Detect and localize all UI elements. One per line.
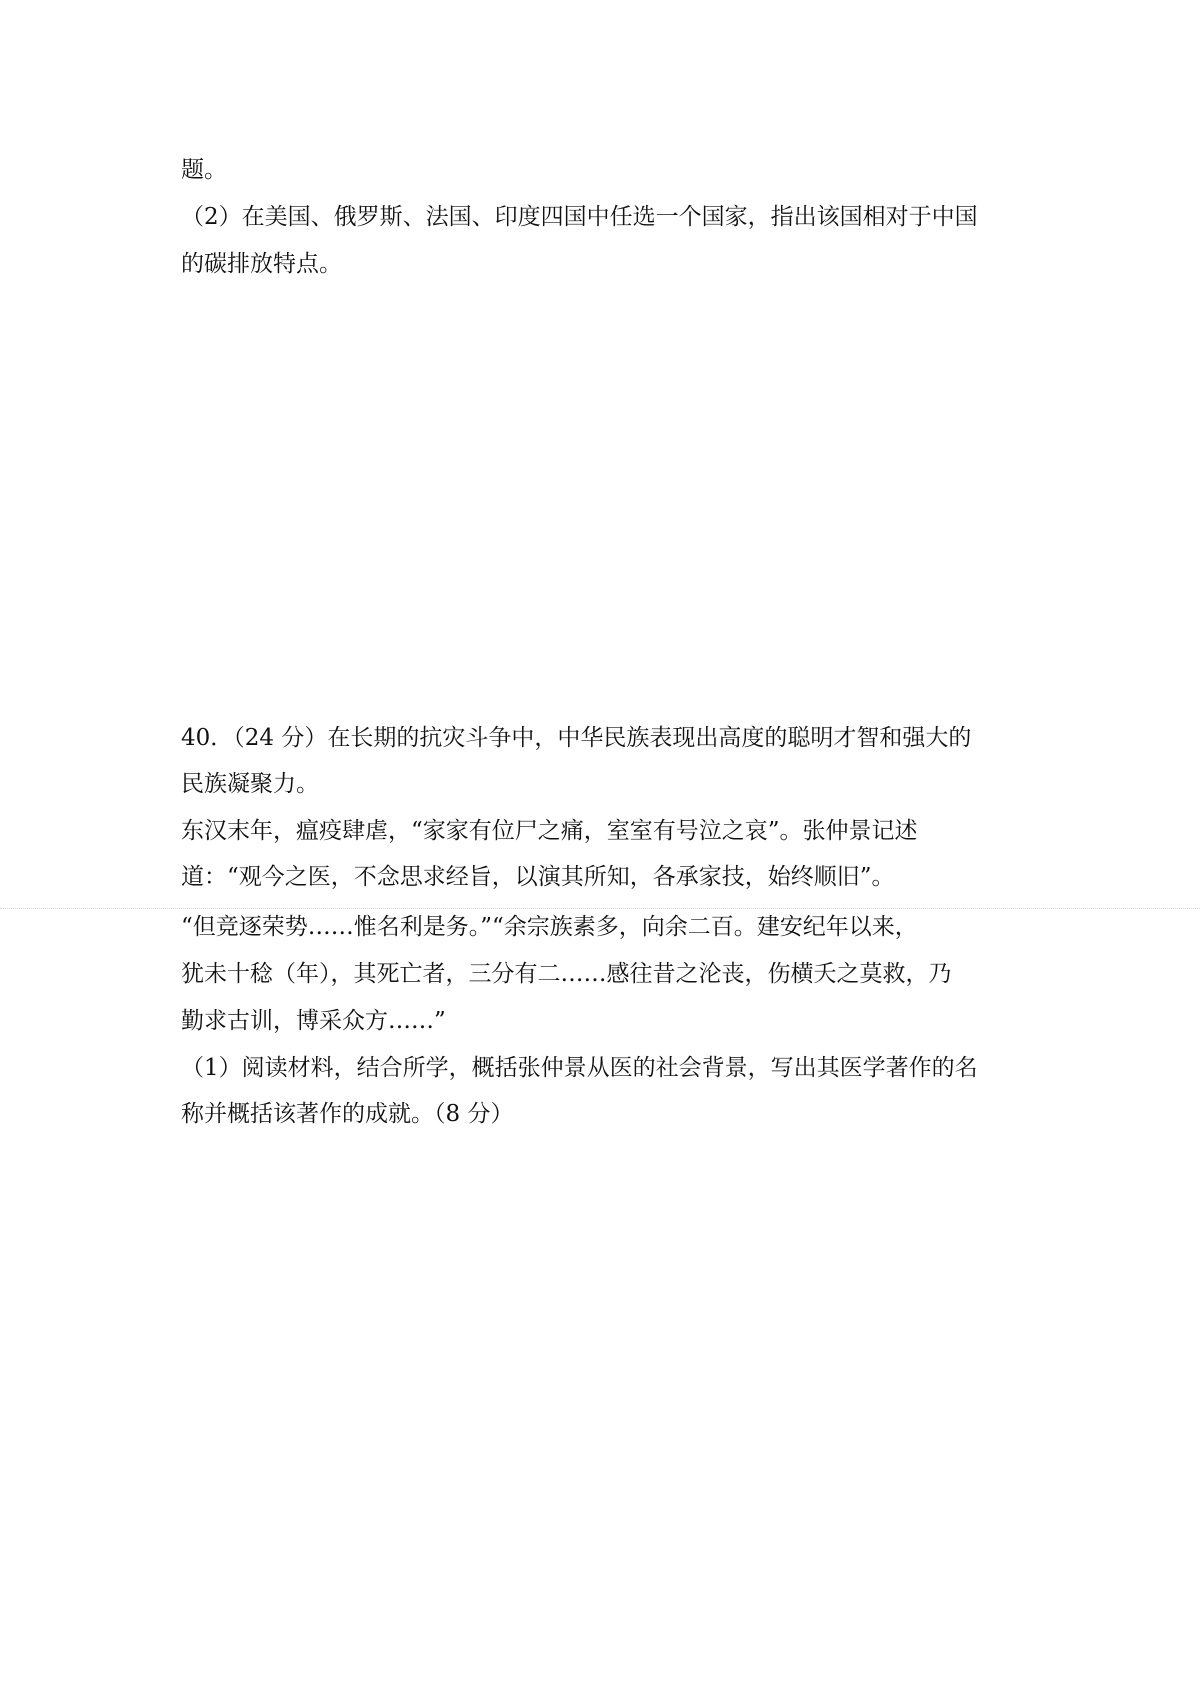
question-2-prompt: （2）在美国、俄罗斯、法国、印度四国中任选一个国家，指出该国相对于中国 bbox=[181, 204, 978, 230]
source-material-line: 道：“观今之医，不念思求经旨，以演其所知，各承家技，始终顺旧”。 bbox=[181, 864, 895, 890]
source-material-line: “但竞逐荣势……惟名利是务。”“余宗族素多，向余二百。建安纪年以来， bbox=[181, 914, 918, 940]
text-line: 的碳排放特点。 bbox=[181, 251, 342, 277]
text-line: 称并概括该著作的成就。（8 分） bbox=[181, 1101, 514, 1127]
page-break-divider bbox=[0, 908, 1200, 909]
source-material-line: 勤求古训，博采众方……” bbox=[181, 1008, 446, 1034]
source-material-line: 犹未十稔（年），其死亡者，三分有二……感往昔之沦丧，伤横夭之莫救，乃 bbox=[181, 961, 952, 987]
question-1-prompt: （1）阅读材料，结合所学，概括张仲景从医的社会背景，写出其医学著作的名 bbox=[181, 1055, 978, 1081]
source-material-line: 东汉末年，瘟疫肆虐，“家家有位尸之痛，室室有号泣之哀”。张仲景记述 bbox=[181, 818, 918, 844]
question-40-heading: 40．（24 分）在长期的抗灾斗争中，中华民族表现出高度的聪明才智和强大的 bbox=[181, 725, 972, 751]
text-line: 民族凝聚力。 bbox=[181, 771, 319, 797]
text-line: 题。 bbox=[181, 157, 227, 183]
